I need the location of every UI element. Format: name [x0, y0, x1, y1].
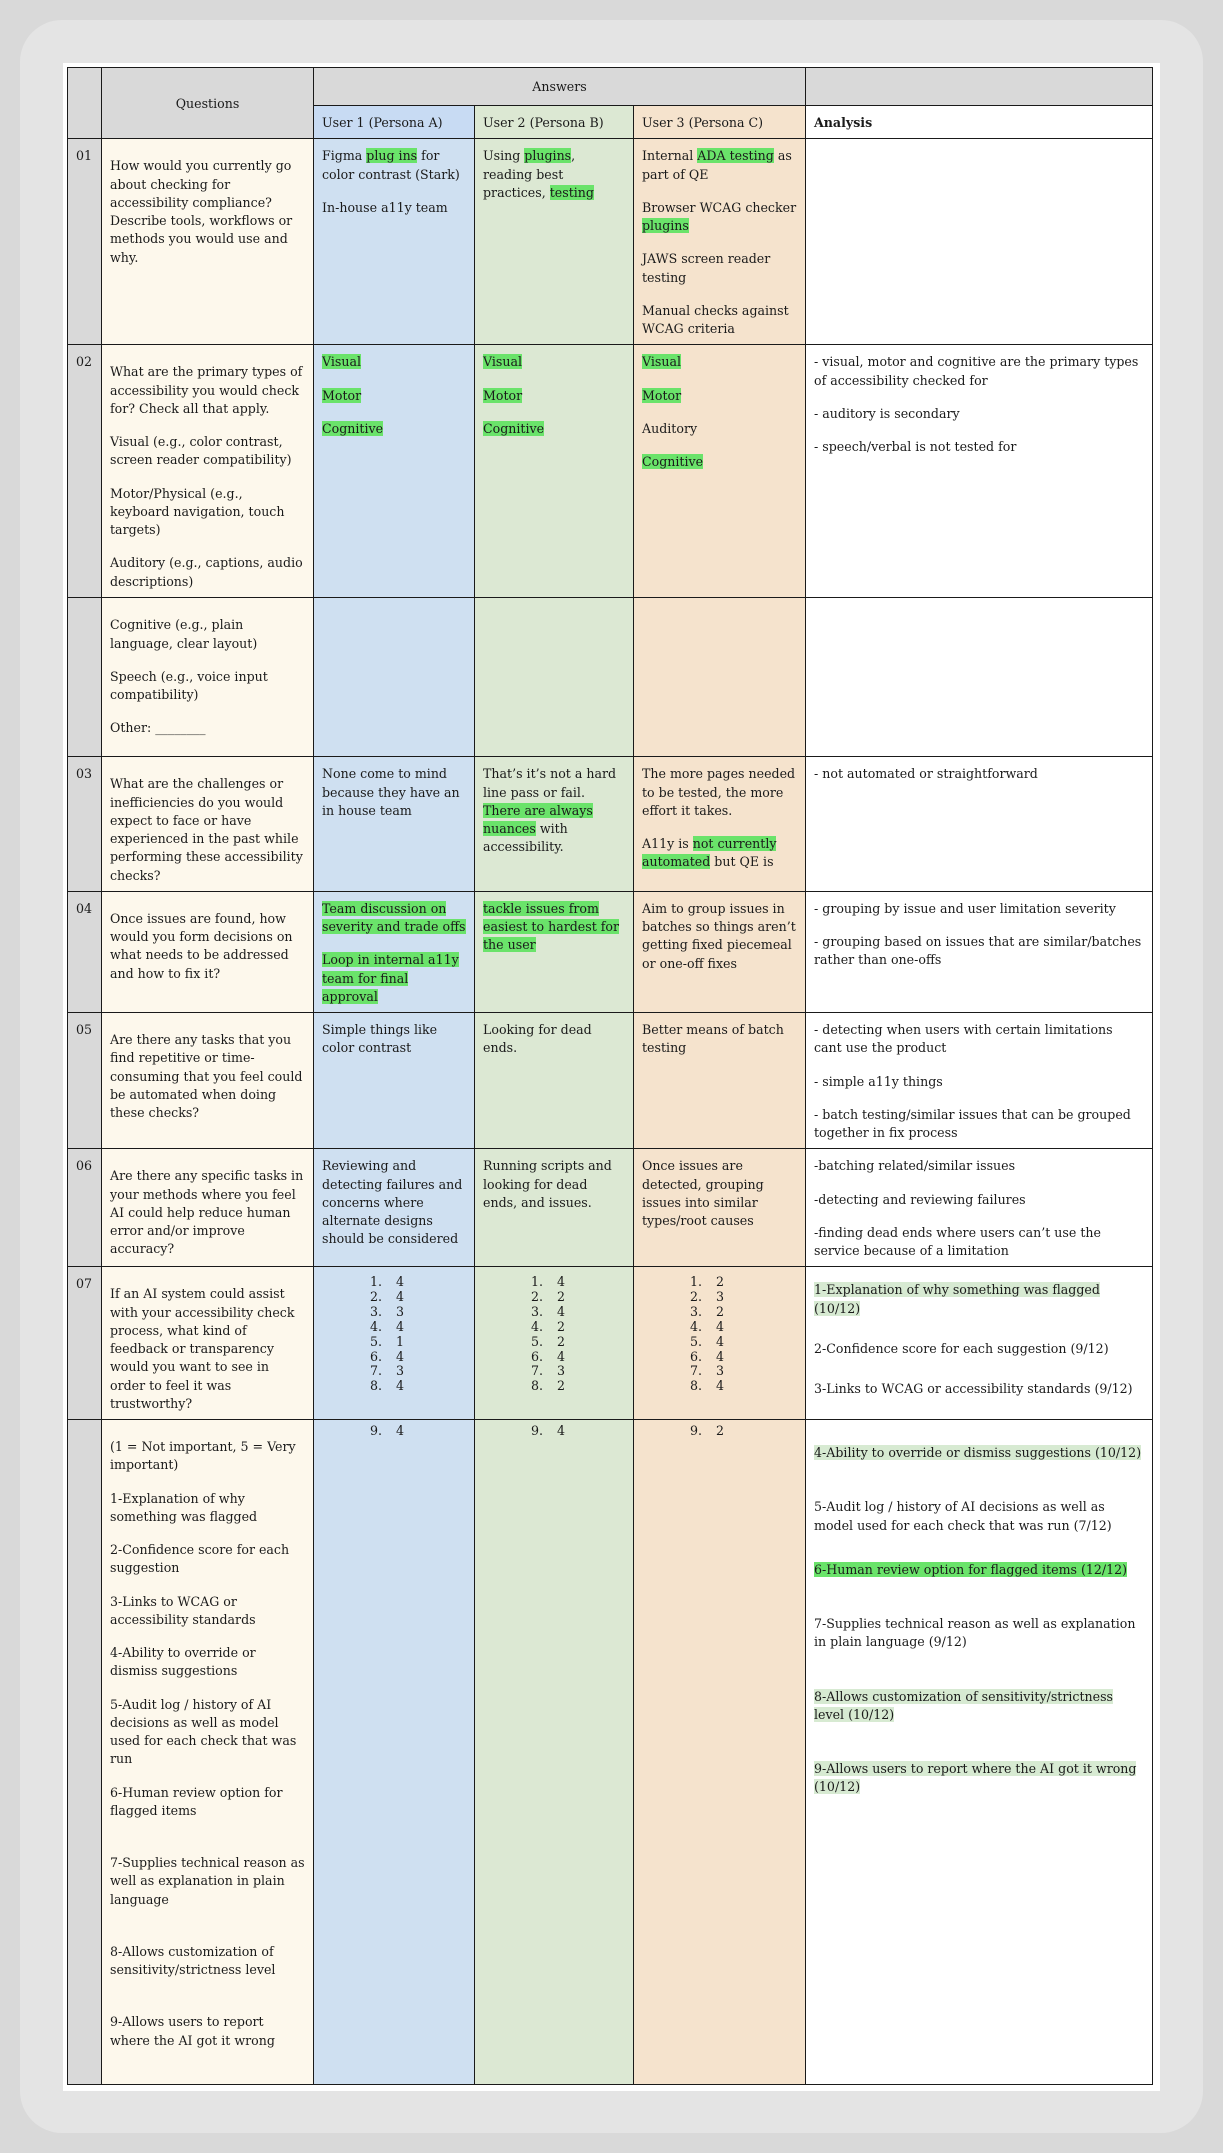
question-text: What are the challenges or inefficiencies do you would expect to face or have experienced in the past while performing these accessibility checks?	[102, 757, 314, 892]
analysis-cell: -batching related/similar issues -detecting and reviewing failures -finding dead ends where users can’t use the service because of a limitation	[806, 1149, 1153, 1267]
answers-header: Answers	[314, 68, 806, 106]
user3-header: User 3 (Persona C)	[634, 106, 806, 139]
user2-answer: Using plugins, reading best practices, testing	[475, 139, 634, 345]
list-item: 7. 3	[689, 1363, 725, 1379]
user2-answer	[475, 1420, 634, 2085]
user3-answer: Aim to group issues in batches so things aren’t getting fixed piecemeal or one-off fixes	[634, 891, 806, 1012]
analysis-cell	[806, 139, 1153, 345]
user3-answer	[634, 598, 806, 757]
user2-answer	[475, 598, 634, 757]
question-text: Once issues are found, how would you form decisions on what needs to be addressed and how to fix it?	[102, 891, 314, 1012]
ranking-list	[483, 1424, 625, 1439]
table-row	[68, 1013, 1153, 1149]
question-text: If an AI system could assist with your accessibility check process, what kind of feedback or transparency would you want to see in order to feel it was trustworthy?	[102, 1267, 314, 1420]
list-item: 6. 4	[530, 1348, 566, 1364]
user1-answer	[314, 598, 475, 757]
question-text: Are there any specific tasks in your methods where you feel AI could help reduce human error and/or improve accuracy?	[102, 1149, 314, 1267]
list-item: 3. 3	[369, 1303, 405, 1319]
list-item: 9. 4	[530, 1423, 566, 1438]
user1-header: User 1 (Persona A)	[314, 106, 475, 139]
user2-answer: tackle issues from easiest to hardest for the user	[475, 891, 634, 1012]
question-text: (1 = Not important, 5 = Very important) 1-Explanation of why something was flagged 2-Confidence score for each suggestion 3-Links to WCAG or accessibility standards 4-Ability to override or dismiss suggestions 5-Audit log / history of AI decisions as well as model used for each check that was run 6-Human review option for flagged items 7-Supplies technical reason as well as explanation in plain language 8-Allows customization of sensitivity/strictness level 9-Allows users to report where the AI got it wrong	[102, 1420, 314, 2085]
row-number: 07	[68, 1267, 102, 1420]
row-number: 03	[68, 757, 102, 892]
ranking-list	[642, 1275, 797, 1394]
user3-answer: Internal ADA testing as part of QE Browser WCAG checker plugins JAWS screen reader testing Manual checks against WCAG criteria	[634, 139, 806, 345]
table-row	[68, 345, 1153, 598]
row-number: 06	[68, 1149, 102, 1267]
analysis-cell: - detecting when users with certain limitations cant use the product - simple a11y things - batch testing/similar issues that can be grouped together in fix process	[806, 1013, 1153, 1149]
analysis-cell: - grouping by issue and user limitation severity - grouping based on issues that are similar/batches rather than one-offs	[806, 891, 1153, 1012]
row-number: 05	[68, 1013, 102, 1149]
user1-answer	[314, 1267, 475, 1420]
list-item: 2. 3	[689, 1289, 725, 1305]
user3-answer: Better means of batch testing	[634, 1013, 806, 1149]
analysis-cell: 1-Explanation of why something was flagged (10/12) 2-Confidence score for each suggestion (9/12) 3-Links to WCAG or accessibility standards (9/12)	[806, 1267, 1153, 1420]
list-item: 7. 3	[369, 1363, 405, 1379]
user3-answer: Once issues are detected, grouping issues into similar types/root causes	[634, 1149, 806, 1267]
list-item: 8. 4	[689, 1378, 725, 1394]
list-item: 9. 2	[689, 1423, 725, 1438]
table-row	[68, 891, 1153, 1012]
user2-header: User 2 (Persona B)	[475, 106, 634, 139]
document-sheet	[63, 63, 1160, 2091]
user3-answer	[634, 1267, 806, 1420]
row-number: 02	[68, 345, 102, 598]
row-number	[68, 598, 102, 757]
analysis-cell	[806, 598, 1153, 757]
ranking-list	[642, 1424, 797, 1439]
table-row	[68, 598, 1153, 757]
table-row	[68, 139, 1153, 345]
header-num-cell	[68, 68, 102, 139]
user3-answer	[634, 1420, 806, 2085]
user2-answer: Looking for dead ends.	[475, 1013, 634, 1149]
list-item: 1. 4	[369, 1274, 405, 1290]
analysis-cell: - visual, motor and cognitive are the primary types of accessibility checked for - auditory is secondary - speech/verbal is not tested for	[806, 345, 1153, 598]
user1-answer: None come to mind because they have an in house team	[314, 757, 475, 892]
user2-answer: Visual Motor Cognitive	[475, 345, 634, 598]
user2-answer	[475, 1267, 634, 1420]
question-text: What are the primary types of accessibility you would check for? Check all that apply. Visual (e.g., color contrast, screen reader compatibility) Motor/Physical (e.g., keyboard navigation, touch targets) Auditory (e.g., captions, audio descriptions)	[102, 345, 314, 598]
user1-answer: Simple things like color contrast	[314, 1013, 475, 1149]
list-item: 3. 2	[689, 1303, 725, 1319]
analysis-cell: - not automated or straightforward	[806, 757, 1153, 892]
table-row	[68, 1149, 1153, 1267]
ranking-list	[322, 1275, 466, 1394]
analysis-cell: 4-Ability to override or dismiss suggestions (10/12) 5-Audit log / history of AI decisions as well as model used for each check that was run (7/12) 6-Human review option for flagged items (12/12) 7-Supplies technical reason as well as explanation in plain language (9/12) 8-Allows customization of sensitivity/strictness level (10/12) 9-Allows users to report where the AI got it wrong (10/12)	[806, 1420, 1153, 2085]
list-item: 9. 4	[369, 1423, 405, 1438]
user1-answer: Figma plug ins for color contrast (Stark) In-house a11y team	[314, 139, 475, 345]
table-row	[68, 757, 1153, 892]
user2-answer: That’s it’s not a hard line pass or fail. There are always nuances with accessibility.	[475, 757, 634, 892]
list-item: 5. 4	[689, 1333, 725, 1349]
list-item: 5. 2	[530, 1333, 566, 1349]
analysis-header: Analysis	[806, 106, 1153, 139]
list-item: 8. 2	[530, 1378, 566, 1394]
list-item: 6. 4	[689, 1348, 725, 1364]
user1-answer: Team discussion on severity and trade offs Loop in internal a11y team for final approval	[314, 891, 475, 1012]
ranking-list	[322, 1424, 466, 1439]
header-blank-cell	[806, 68, 1153, 106]
question-text: How would you currently go about checking for accessibility compliance? Describe tools, workflows or methods you would use and why.	[102, 139, 314, 345]
list-item: 8. 4	[369, 1378, 405, 1394]
list-item: 4. 2	[530, 1318, 566, 1334]
list-item: 2. 2	[530, 1289, 566, 1305]
ranking-list	[483, 1275, 625, 1394]
user2-answer: Running scripts and looking for dead ends, and issues.	[475, 1149, 634, 1267]
row-number: 04	[68, 891, 102, 1012]
research-table	[67, 67, 1153, 2085]
user1-answer: Reviewing and detecting failures and concerns where alternate designs should be considered	[314, 1149, 475, 1267]
list-item: 3. 4	[530, 1303, 566, 1319]
list-item: 7. 3	[530, 1363, 566, 1379]
questions-header: Questions	[102, 68, 314, 139]
list-item: 1. 2	[689, 1274, 725, 1290]
list-item: 4. 4	[689, 1318, 725, 1334]
list-item: 5. 1	[369, 1333, 405, 1349]
list-item: 6. 4	[369, 1348, 405, 1364]
user1-answer: Visual Motor Cognitive	[314, 345, 475, 598]
list-item: 4. 4	[369, 1318, 405, 1334]
user3-answer: Visual Motor Auditory Cognitive	[634, 345, 806, 598]
list-item: 1. 4	[530, 1274, 566, 1290]
row-number	[68, 1420, 102, 2085]
row-number: 01	[68, 139, 102, 345]
table-row	[68, 1267, 1153, 1420]
question-text: Cognitive (e.g., plain language, clear layout) Speech (e.g., voice input compatibility) Other: ________	[102, 598, 314, 757]
user3-answer: The more pages needed to be tested, the more effort it takes. A11y is not currently automated but QE is	[634, 757, 806, 892]
list-item: 2. 4	[369, 1289, 405, 1305]
table-row	[68, 1420, 1153, 2085]
question-text: Are there any tasks that you find repetitive or time-consuming that you feel could be automated when doing these checks?	[102, 1013, 314, 1149]
user1-answer	[314, 1420, 475, 2085]
